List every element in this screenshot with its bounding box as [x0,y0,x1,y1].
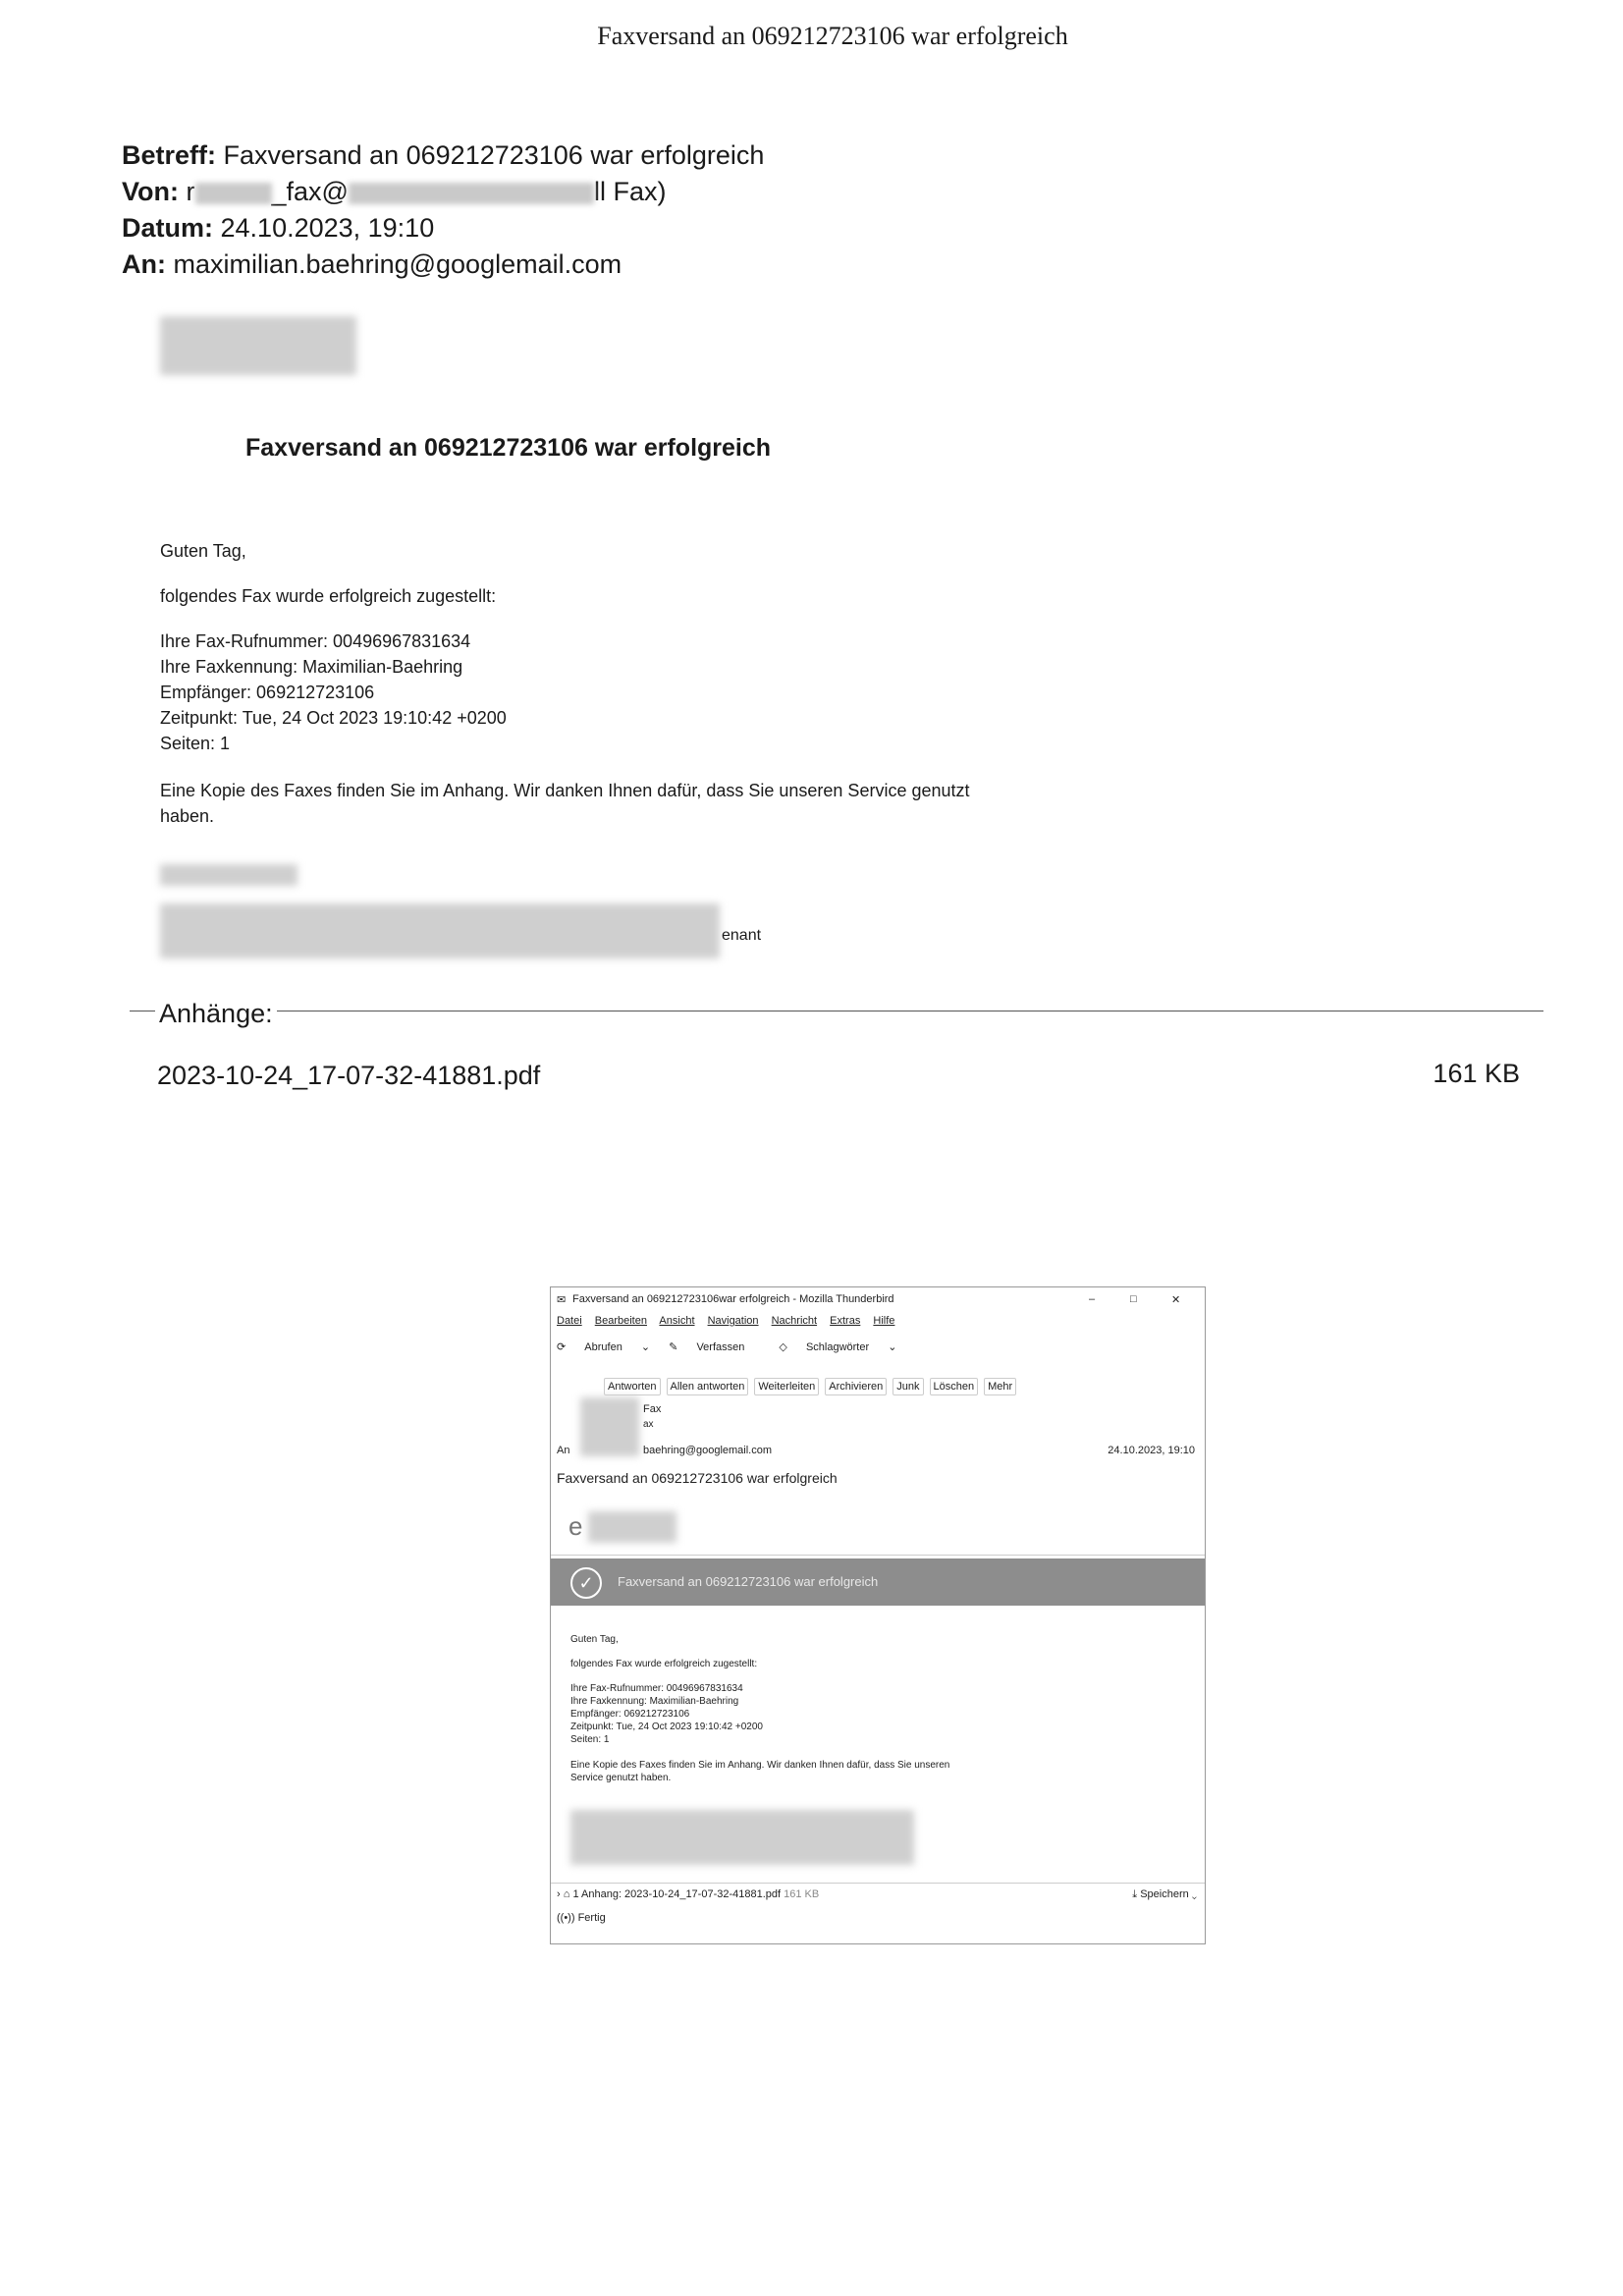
more-button[interactable]: Mehr [984,1378,1016,1395]
attachment-text: 1 Anhang: 2023-10-24_17-07-32-41881.pdf [572,1888,782,1900]
an-label: An: [122,249,166,279]
schlagwoerter-label: Schlagwörter [805,1341,870,1353]
closing-line: Eine Kopie des Faxes finden Sie im Anhang. Wir danken Ihnen dafür, dass Sie unseren Service genutzt [160,781,970,800]
archive-button[interactable]: Archivieren [825,1378,887,1395]
from-name: Fax [643,1403,662,1415]
header-datum [122,210,434,246]
detail-line: Empfänger: 069212723106 [570,1709,690,1720]
closing-line: Service genutzt haben. [570,1773,672,1783]
chevron-right-icon: › [557,1888,561,1900]
banner-text: Faxversand an 069212723106 war erfolgreich [618,1574,879,1589]
menu-nachricht[interactable]: Nachricht [771,1315,818,1327]
greeting: Guten Tag, [160,541,246,561]
datum-value: 24.10.2023, 19:10 [220,213,435,243]
window-title: Faxversand an 069212723106war erfolgreich - Mozilla Thunderbird [572,1293,894,1305]
page-title: Faxversand an 069212723106 war erfolgreich [597,22,1068,50]
tag-icon: ◇ [779,1341,790,1353]
verfassen-button[interactable] [669,1341,760,1353]
menu-datei[interactable]: Datei [557,1315,582,1327]
status-text: Fertig [577,1912,606,1924]
menu-bar [557,1315,904,1327]
header-an [122,246,622,283]
junk-button[interactable]: Junk [893,1378,923,1395]
attachment-size: 161 KB [784,1888,820,1900]
redacted-signature [570,1810,914,1865]
redacted-logo [160,316,356,375]
closing-block [570,1759,949,1784]
message-actions [604,1378,1022,1395]
detail-line: Ihre Fax-Rufnummer: 00496967831634 [160,631,471,651]
intro-text: folgendes Fax wurde erfolgreich zugestellt: [160,586,497,606]
menu-navigation[interactable]: Navigation [707,1315,759,1327]
divider [551,1883,1205,1884]
menu-hilfe[interactable]: Hilfe [873,1315,895,1327]
maximize-button[interactable]: □ [1130,1293,1137,1305]
attachment-size: 161 KB [1433,1059,1520,1088]
von-value-start: r [186,177,195,206]
detail-line: Ihre Faxkennung: Maximilian-Baehring [160,657,463,677]
thunderbird-screenshot [550,1286,1206,1944]
details-block [160,629,507,756]
details-block [570,1682,763,1746]
header-betreff [122,137,764,174]
divider [551,1555,1205,1556]
window-titlebar [551,1287,1205,1311]
download-icon: ⤓ [1132,1888,1141,1900]
from-address: ax [643,1419,654,1430]
redacted-signature [160,903,720,958]
to-value: baehring@googlemail.com [643,1445,773,1456]
betreff-label: Betreff: [122,140,217,170]
signature-tail: enant [722,927,762,944]
attachments-label: Anhänge: [155,999,277,1029]
detail-line: Empfänger: 069212723106 [160,683,375,702]
pencil-icon: ✎ [669,1341,681,1353]
detail-line: Zeitpunkt: Tue, 24 Oct 2023 19:10:42 +0200 [160,708,507,728]
abrufen-label: Abrufen [584,1341,622,1353]
menu-bearbeiten[interactable]: Bearbeiten [594,1315,647,1327]
minimize-button[interactable]: – [1089,1293,1096,1305]
message-subject: Faxversand an 069212723106 war erfolgreich [245,434,772,462]
redacted-signature [160,864,298,886]
greeting: Guten Tag, [570,1634,619,1645]
download-icon: ⟳ [557,1341,569,1353]
header-von [122,174,666,210]
reply-all-button[interactable]: Allen antworten [667,1378,749,1395]
verfassen-label: Verfassen [696,1341,745,1353]
menu-ansicht[interactable]: Ansicht [659,1315,695,1327]
an-value: maximilian.baehring@googlemail.com [173,249,622,279]
von-label: Von: [122,177,179,206]
activity-icon: ((•)) [557,1912,578,1924]
menu-extras[interactable]: Extras [830,1315,861,1327]
check-icon: ✓ [570,1567,602,1599]
intro-text: folgendes Fax wurde erfolgreich zugestellt: [570,1659,758,1669]
detail-line: Ihre Faxkennung: Maximilian-Baehring [570,1696,739,1707]
von-value-mid: _fax@ [271,177,349,206]
delete-button[interactable]: Löschen [930,1378,979,1395]
logo-letter: e [568,1511,583,1541]
success-banner [551,1558,1205,1606]
closing-line: haben. [160,806,215,826]
attachment-bar[interactable] [557,1888,819,1900]
attachment-filename[interactable]: 2023-10-24_17-07-32-41881.pdf [157,1061,541,1090]
message-subject: Faxversand an 069212723106 war erfolgreich [557,1470,838,1486]
redacted-avatar [580,1397,639,1456]
detail-line: Zeitpunkt: Tue, 24 Oct 2023 19:10:42 +0200 [570,1722,763,1732]
message-date: 24.10.2023, 19:10 [1108,1445,1195,1456]
betreff-value: Faxversand an 069212723106 war erfolgreich [223,140,765,170]
reply-button[interactable]: Antworten [604,1378,661,1395]
main-toolbar [557,1340,912,1353]
detail-line: Seiten: 1 [160,734,231,753]
save-button[interactable]: ⤓ Speichern ⌄ [1132,1888,1197,1900]
von-value-end: ll Fax) [593,177,667,206]
redacted-logo [588,1511,676,1543]
paperclip-icon: ⌂ [563,1888,570,1900]
forward-button[interactable]: Weiterleiten [754,1378,819,1395]
detail-line: Seiten: 1 [570,1734,610,1745]
save-label: Speichern [1140,1888,1189,1900]
closing-block [160,778,970,829]
redaction [195,183,272,204]
detail-line: Ihre Fax-Rufnummer: 00496967831634 [570,1683,743,1694]
datum-label: Datum: [122,213,213,243]
schlagwoerter-button[interactable]: ◇ Schlagwörter ⌄ [779,1341,897,1353]
to-label: An [557,1445,570,1456]
status-bar [557,1912,606,1924]
close-button[interactable]: ✕ [1171,1294,1181,1306]
abrufen-button[interactable]: ⟳ Abrufen ⌄ [557,1341,651,1353]
closing-line: Eine Kopie des Faxes finden Sie im Anhang. Wir danken Ihnen dafür, dass Sie unseren [570,1760,950,1771]
redaction [349,183,594,204]
thunderbird-icon: ✉ [557,1294,567,1306]
